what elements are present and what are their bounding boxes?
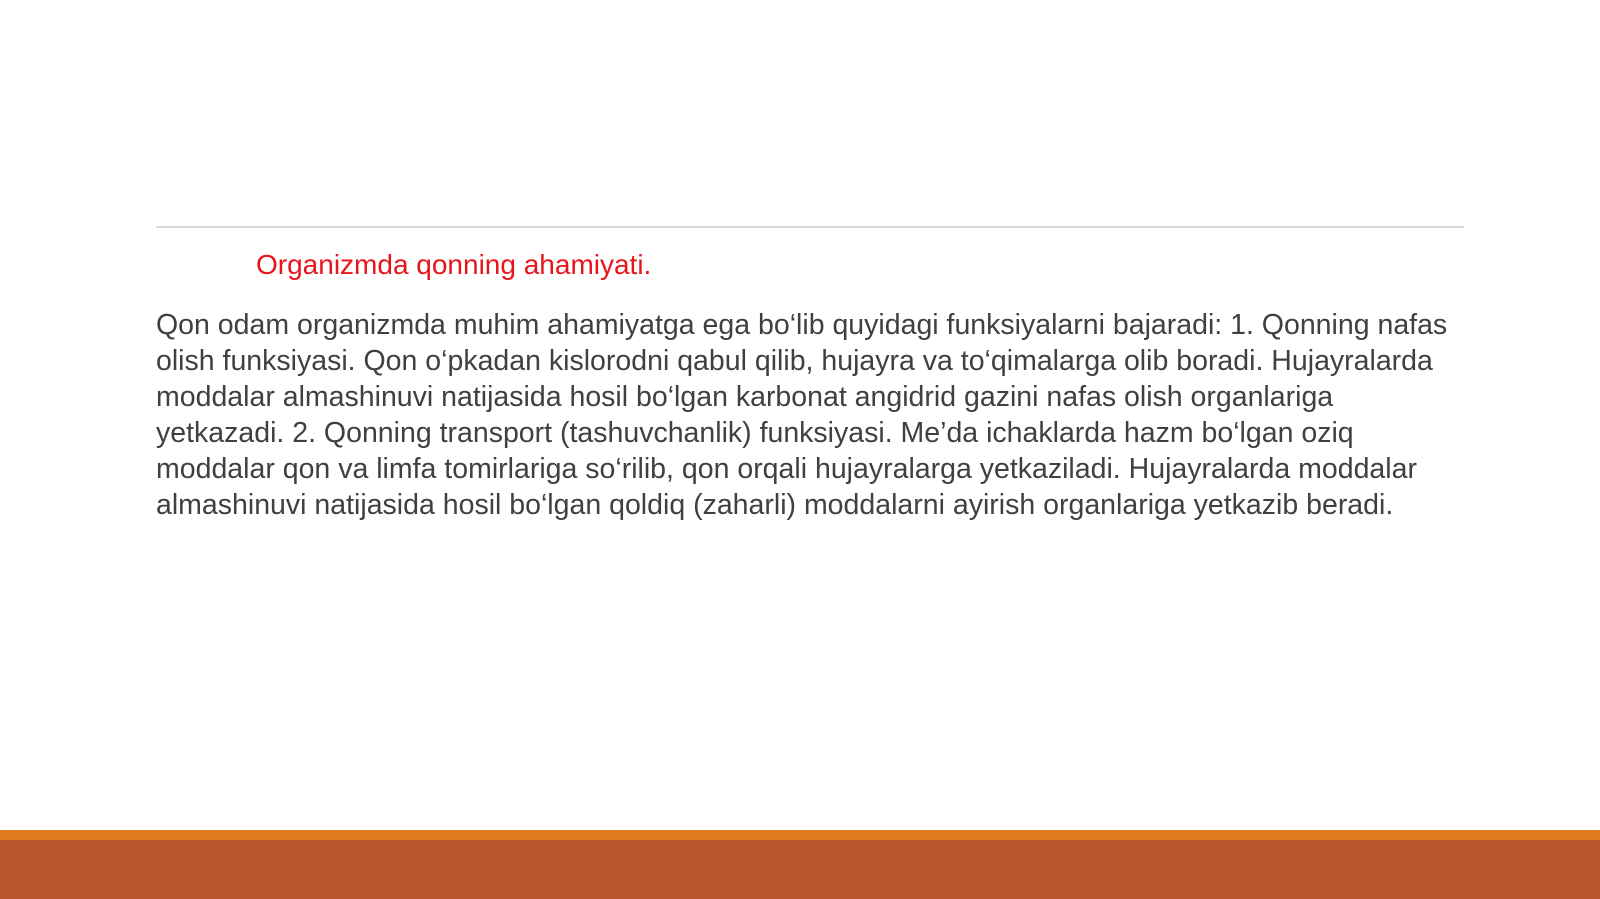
title-divider bbox=[156, 226, 1464, 228]
footer-accent-stripe bbox=[0, 830, 1600, 840]
footer-bar bbox=[0, 840, 1600, 899]
slide-body-text: Qon odam organizmda muhim ahamiyatga ega bo‘lib quyidagi funksiyalarni bajaradi: 1. Qonning nafas olish funksiyasi. Qon o‘pkadan kislorodni qabul qilib, hujayra va to‘qimalarga olib boradi. Hujayralarda moddalar almashinuvi natijasida hosil bo‘lgan karbonat angidrid gazini nafas olish organlariga yetkazadi. 2. Qonning transport (tashuvchanlik) funksiyasi. Me’da ichaklarda hazm bo‘lgan oziq moddalar qon va limfa tomirlariga so‘rilib, qon orqali hujayralarga yetkaziladi. Hujayralarda moddalar almashinuvi natijasida hosil bo‘lgan qoldiq (zaharli) moddalarni ayirish organlariga yetkazib beradi. bbox=[156, 309, 1448, 521]
slide-title: Organizmda qonning ahamiyati. bbox=[256, 249, 652, 280]
